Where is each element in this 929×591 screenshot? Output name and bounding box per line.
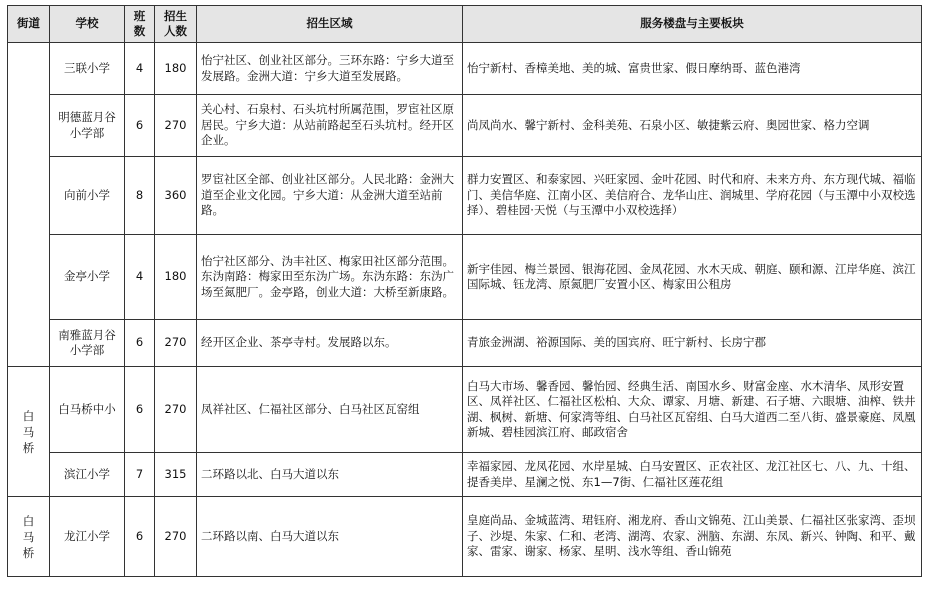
enrollment-table — [7, 5, 922, 577]
header-zone: 招生区域 — [197, 6, 463, 43]
street-cell — [8, 43, 50, 367]
classes-cell: 6 — [125, 497, 155, 577]
header-enroll: 招生人数 — [155, 6, 197, 43]
enroll-cell: 270 — [155, 95, 197, 157]
header-classes: 班数 — [125, 6, 155, 43]
street-cell: 白马桥 — [8, 497, 50, 577]
table-row — [8, 235, 922, 320]
enroll-cell: 270 — [155, 497, 197, 577]
table-row — [8, 320, 922, 367]
classes-cell: 4 — [125, 235, 155, 320]
zone-cell: 经开区企业、茶亭寺村。发展路以东。 — [197, 320, 463, 367]
table-row — [8, 95, 922, 157]
classes-cell: 8 — [125, 157, 155, 235]
classes-cell: 6 — [125, 95, 155, 157]
classes-cell: 6 — [125, 367, 155, 453]
zone-cell: 二环路以北、白马大道以东 — [197, 453, 463, 497]
enroll-cell: 360 — [155, 157, 197, 235]
school-cell: 金亭小学 — [50, 235, 125, 320]
estates-cell: 新宇佳园、梅兰景园、银海花园、金凤花园、水木天成、朝庭、颐和源、江岸华庭、滨江国际城、钰龙湾、原氮肥厂安置小区、梅家田公租房 — [463, 235, 922, 320]
table-row — [8, 367, 922, 453]
school-cell: 向前小学 — [50, 157, 125, 235]
zone-cell: 怡宁社区、创业社区部分。三环东路：宁乡大道至发展路。金洲大道：宁乡大道至发展路。 — [197, 43, 463, 95]
header-street: 街道 — [8, 6, 50, 43]
school-cell: 白马桥中小 — [50, 367, 125, 453]
zone-cell: 怡宁社区部分、沩丰社区、梅家田社区部分范围。东沩南路：梅家田至东沩广场。东沩东路：东沩广场至氮肥厂。金亭路，创业大道：大桥至新康路。 — [197, 235, 463, 320]
zone-cell: 关心村、石泉村、石头坑村所属范围，罗宦社区原居民。宁乡大道：从站前路起至石头坑村。经开区企业。 — [197, 95, 463, 157]
table-row — [8, 453, 922, 497]
enroll-cell: 180 — [155, 43, 197, 95]
enroll-cell: 180 — [155, 235, 197, 320]
enroll-cell: 270 — [155, 320, 197, 367]
school-cell: 龙江小学 — [50, 497, 125, 577]
school-cell: 南雅蓝月谷小学部 — [50, 320, 125, 367]
estates-cell: 青旅金洲湖、裕源国际、美的国宾府、旺宁新村、长房宁郡 — [463, 320, 922, 367]
header-school: 学校 — [50, 6, 125, 43]
estates-cell: 尚凤尚水、馨宁新村、金科美苑、石泉小区、敏捷紫云府、奥园世家、格力空调 — [463, 95, 922, 157]
zone-cell: 二环路以南、白马大道以东 — [197, 497, 463, 577]
school-cell: 滨江小学 — [50, 453, 125, 497]
zone-cell: 罗宦社区全部、创业社区部分。人民北路：金洲大道至企业文化园。宁乡大道：从金洲大道至站前路。 — [197, 157, 463, 235]
table-row — [8, 157, 922, 235]
table-row — [8, 43, 922, 95]
enroll-cell: 270 — [155, 367, 197, 453]
header-row — [8, 6, 922, 43]
street-cell: 白马桥 — [8, 367, 50, 497]
classes-cell: 7 — [125, 453, 155, 497]
header-estates: 服务楼盘与主要板块 — [463, 6, 922, 43]
table-row — [8, 497, 922, 577]
zone-cell: 凤祥社区、仁福社区部分、白马社区瓦窑组 — [197, 367, 463, 453]
estates-cell: 幸福家园、龙凤花园、水岸星城、白马安置区、正农社区、龙江社区七、八、九、十组、提香美岸、星澜之悦、东1—7街、仁福社区莲花组 — [463, 453, 922, 497]
enroll-cell: 315 — [155, 453, 197, 497]
estates-cell: 怡宁新村、香樟美地、美的城、富贵世家、假日摩纳哥、蓝色港湾 — [463, 43, 922, 95]
classes-cell: 4 — [125, 43, 155, 95]
school-cell: 三联小学 — [50, 43, 125, 95]
school-cell: 明德蓝月谷小学部 — [50, 95, 125, 157]
estates-cell: 群力安置区、和泰家园、兴旺家园、金叶花园、时代和府、未来方舟、东方现代城、福临门、美信华庭、江南小区、美信府合、龙华山庄、润城里、学府花园（与玉潭中小双校选择）、碧桂园·天悦（与玉潭中小双校选择） — [463, 157, 922, 235]
estates-cell: 皇庭尚品、金城蓝湾、珺钰府、湘龙府、香山文锦苑、江山美景、仁福社区张家湾、歪坝子、沙堤、朱家、仁和、老湾、湖湾、农家、洲脑、东湖、东凤、新兴、钟陶、和平、戴家、雷家、谢家、杨家、星明、浅水等组、香山锦苑 — [463, 497, 922, 577]
estates-cell: 白马大市场、馨香园、馨怡园、经典生活、南国水乡、财富金座、水木清华、凤形安置区、凤祥社区、仁福社区松柏、大众、谭家、月塘、新建、石子塘、六眼塘、油榨、铁井湖、枫树、新塘、何家湾等组、白马社区瓦窑组、白马大道西二至八街、盛景豪庭、凤凰新城、碧桂园滨江府、邮政宿舍 — [463, 367, 922, 453]
classes-cell: 6 — [125, 320, 155, 367]
